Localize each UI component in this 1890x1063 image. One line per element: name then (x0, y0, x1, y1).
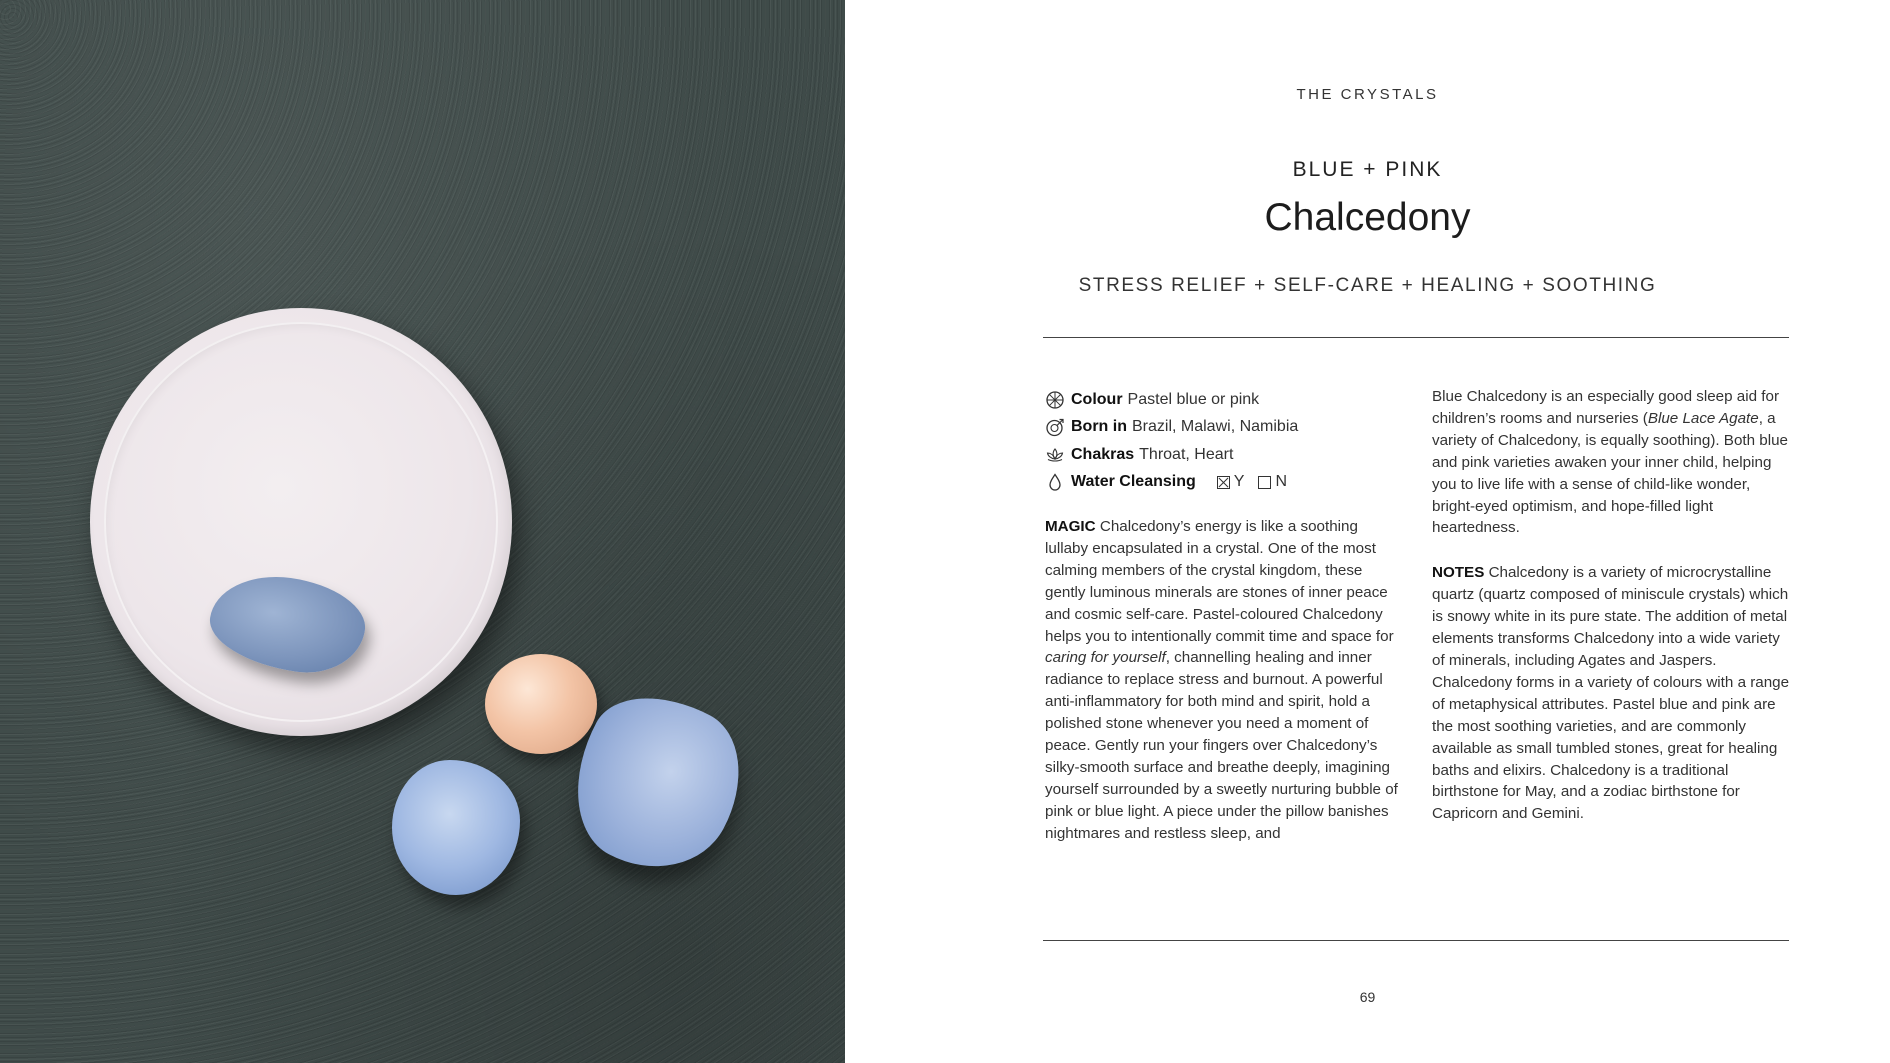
continuation-italic: Blue Lace Agate (1647, 409, 1759, 427)
top-divider (1043, 337, 1789, 338)
continuation-paragraph (1432, 386, 1792, 539)
water-cleansing-yes-label: Y (1233, 473, 1245, 491)
water-cleansing-yes-checkbox (1217, 476, 1230, 489)
colour-value: Pastel blue or pink (1127, 390, 1260, 408)
water-cleansing-label: Water Cleansing (1071, 473, 1196, 491)
crystal-name-title: Chalcedony (1264, 196, 1471, 239)
water-drop-icon (1045, 472, 1065, 492)
text-page (845, 0, 1890, 1063)
notes-paragraph (1432, 562, 1792, 825)
section-label: THE CRYSTALS (1296, 86, 1439, 103)
blue-chalcedony-round-stone (392, 760, 520, 895)
colour-wheel-icon (1045, 390, 1065, 410)
magic-label: MAGIC (1045, 518, 1096, 535)
born-in-label: Born in (1071, 418, 1127, 436)
attribute-water-cleansing (1045, 469, 1403, 497)
magic-text-1: Chalcedony’s energy is like a soothing lullaby encapsulated in a crystal. One of the most calming members of the crystal kingdom, these gently luminous minerals are stones of inner peace and cosmic self-care. Pastel-coloured Chalcedony helps you to intentionally commit time and space for (1045, 518, 1394, 645)
notes-label: NOTES (1432, 564, 1485, 582)
water-cleansing-no-checkbox (1258, 476, 1271, 489)
attribute-chakras (1045, 441, 1403, 469)
magic-italic: caring for yourself (1045, 649, 1166, 667)
magic-text-2: , channelling healing and inner radiance to replace stress and burnout. A powerful anti-inflammatory for both mind and spirit, hold a polished stone whenever you need a moment of peace. Gently run your fingers over Chalcedony’s silky-smooth surface and breathe deeply, imagining yourself surrounded by a sweetly nurturing bubble of pink or blue light. A piece under the pillow banishes nightmares and restless sleep, and (1045, 649, 1398, 842)
colour-label: BLUE + PINK (1292, 158, 1443, 181)
peach-chalcedony-tumbled-stone (485, 654, 597, 754)
lotus-icon (1045, 445, 1065, 465)
water-cleansing-no-label: N (1275, 473, 1287, 491)
right-column (1432, 386, 1792, 825)
continuation-text-2: , a variety of Chalcedony, is equally soothing). Both blue and pink varieties awaken your inner child, helping you to live life with a sense of child-like wonder, bright-eyed optimism, and hope-filled light heartedness. (1432, 409, 1788, 537)
left-column (1045, 386, 1403, 845)
colour-label: Colour (1071, 390, 1123, 408)
born-in-value: Brazil, Malawi, Namibia (1132, 418, 1299, 436)
crystal-photo (0, 0, 845, 1063)
keywords-line: STRESS RELIEF + SELF-CARE + HEALING + SOOTHING (1078, 275, 1657, 296)
attribute-colour (1045, 386, 1403, 414)
globe-arrow-icon (1045, 417, 1065, 437)
attribute-born-in (1045, 414, 1403, 442)
page-number: 69 (1359, 989, 1376, 1005)
chakras-value: Throat, Heart (1139, 445, 1234, 463)
magic-paragraph (1045, 516, 1403, 845)
chakras-label: Chakras (1071, 445, 1135, 463)
notes-text: Chalcedony is a variety of microcrystalline quartz (quartz composed of miniscule crystals) which is snowy white in its pure state. The addition of metal elements transforms Chalcedony into a wide variety of minerals, including Agates and Jaspers. Chalcedony forms in a variety of colours with a range of metaphysical attributes. Pastel blue and pink are the most soothing varieties, and are commonly available as small tumbled stones, great for healing baths and elixirs. Chalcedony is a traditional birthstone for May, and a zodiac birthstone for Capricorn and Gemini. (1432, 564, 1790, 823)
continuation-text-1: Blue Chalcedony is an especially good sleep aid for children’s rooms and nurseries ( (1432, 388, 1779, 427)
bottom-divider (1043, 940, 1789, 941)
